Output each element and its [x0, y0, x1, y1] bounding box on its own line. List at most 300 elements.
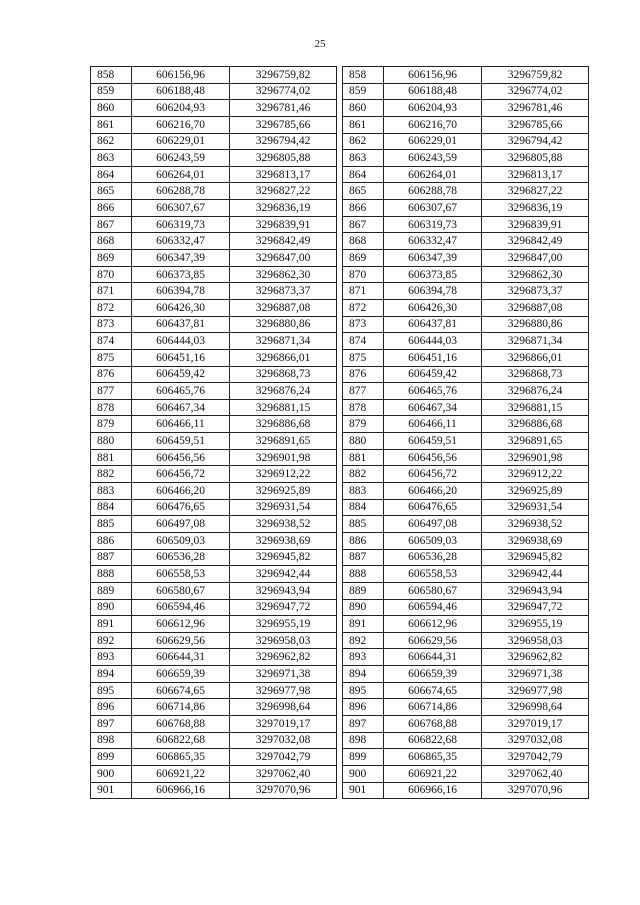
- x-coordinate-cell: 606456,72: [384, 466, 482, 483]
- y-coordinate-cell: 3296955,19: [230, 616, 337, 633]
- y-coordinate-cell: 3296836,19: [482, 200, 589, 217]
- x-coordinate-cell: 606426,30: [132, 299, 230, 316]
- table-row: [91, 666, 337, 683]
- table-row: [343, 582, 589, 599]
- point-number-cell: 858: [91, 67, 132, 84]
- point-number-cell: 873: [343, 316, 384, 333]
- x-coordinate-cell: 606497,08: [384, 516, 482, 533]
- point-number-cell: 898: [343, 732, 384, 749]
- x-coordinate-cell: 606768,88: [384, 715, 482, 732]
- point-number-cell: 867: [91, 216, 132, 233]
- table-row: [343, 632, 589, 649]
- x-coordinate-cell: 606466,20: [132, 483, 230, 500]
- point-number-cell: 891: [343, 616, 384, 633]
- x-coordinate-cell: 606307,67: [384, 200, 482, 217]
- point-number-cell: 881: [343, 449, 384, 466]
- y-coordinate-cell: 3296945,82: [230, 549, 337, 566]
- table-row: [91, 133, 337, 150]
- x-coordinate-cell: 606966,16: [132, 782, 230, 799]
- point-number-cell: 874: [343, 333, 384, 350]
- table-row: [91, 333, 337, 350]
- table-row: [91, 83, 337, 100]
- x-coordinate-cell: 606497,08: [132, 516, 230, 533]
- y-coordinate-cell: 3296880,86: [230, 316, 337, 333]
- y-coordinate-cell: 3296931,54: [482, 499, 589, 516]
- table-row: [343, 749, 589, 766]
- table-row: [91, 233, 337, 250]
- table-row: [91, 116, 337, 133]
- table-row: [343, 666, 589, 683]
- y-coordinate-cell: 3296998,64: [230, 699, 337, 716]
- x-coordinate-cell: 606629,56: [384, 632, 482, 649]
- table-row: [343, 449, 589, 466]
- point-number-cell: 895: [91, 682, 132, 699]
- table-row: [343, 200, 589, 217]
- x-coordinate-cell: 606558,53: [384, 566, 482, 583]
- x-coordinate-cell: 606594,46: [132, 599, 230, 616]
- x-coordinate-cell: 606332,47: [384, 233, 482, 250]
- point-number-cell: 874: [91, 333, 132, 350]
- table-row: [91, 100, 337, 117]
- point-number-cell: 875: [343, 349, 384, 366]
- y-coordinate-cell: 3296876,24: [230, 383, 337, 400]
- table-row: [343, 532, 589, 549]
- y-coordinate-cell: 3297032,08: [482, 732, 589, 749]
- y-coordinate-cell: 3296962,82: [230, 649, 337, 666]
- x-coordinate-cell: 606216,70: [132, 116, 230, 133]
- point-number-cell: 868: [343, 233, 384, 250]
- y-coordinate-cell: 3296886,68: [482, 416, 589, 433]
- point-number-cell: 863: [343, 150, 384, 167]
- table-row: [91, 765, 337, 782]
- x-coordinate-cell: 606188,48: [132, 83, 230, 100]
- table-row: [91, 349, 337, 366]
- y-coordinate-cell: 3296938,69: [230, 532, 337, 549]
- y-coordinate-cell: 3297062,40: [482, 765, 589, 782]
- point-number-cell: 861: [91, 116, 132, 133]
- point-number-cell: 864: [91, 166, 132, 183]
- y-coordinate-cell: 3296958,03: [230, 632, 337, 649]
- y-coordinate-cell: 3296805,88: [482, 150, 589, 167]
- x-coordinate-cell: 606536,28: [384, 549, 482, 566]
- x-coordinate-cell: 606347,39: [132, 250, 230, 267]
- point-number-cell: 879: [91, 416, 132, 433]
- point-number-cell: 886: [343, 532, 384, 549]
- x-coordinate-cell: 606674,65: [132, 682, 230, 699]
- y-coordinate-cell: 3296887,08: [230, 299, 337, 316]
- y-coordinate-cell: 3296785,66: [482, 116, 589, 133]
- point-number-cell: 901: [343, 782, 384, 799]
- point-number-cell: 897: [91, 715, 132, 732]
- table-row: [91, 250, 337, 267]
- y-coordinate-cell: 3296871,34: [230, 333, 337, 350]
- x-coordinate-cell: 606467,34: [384, 399, 482, 416]
- y-coordinate-cell: 3296876,24: [482, 383, 589, 400]
- table-row: [343, 715, 589, 732]
- x-coordinate-cell: 606156,96: [384, 67, 482, 84]
- table-row: [343, 299, 589, 316]
- x-coordinate-cell: 606444,03: [384, 333, 482, 350]
- y-coordinate-cell: 3296759,82: [482, 67, 589, 84]
- table-row: [343, 466, 589, 483]
- y-coordinate-cell: 3296862,30: [482, 266, 589, 283]
- x-coordinate-cell: 606459,42: [132, 366, 230, 383]
- point-number-cell: 901: [91, 782, 132, 799]
- point-number-cell: 885: [343, 516, 384, 533]
- x-coordinate-cell: 606451,16: [132, 349, 230, 366]
- point-number-cell: 866: [343, 200, 384, 217]
- point-number-cell: 878: [91, 399, 132, 416]
- point-number-cell: 875: [91, 349, 132, 366]
- y-coordinate-cell: 3296868,73: [482, 366, 589, 383]
- table-row: [343, 283, 589, 300]
- y-coordinate-cell: 3296998,64: [482, 699, 589, 716]
- table-row: [91, 649, 337, 666]
- point-number-cell: 880: [91, 433, 132, 450]
- point-number-cell: 894: [343, 666, 384, 683]
- y-coordinate-cell: 3296813,17: [230, 166, 337, 183]
- y-coordinate-cell: 3296836,19: [230, 200, 337, 217]
- table-row: [343, 483, 589, 500]
- table-row: [343, 516, 589, 533]
- table-row: [91, 150, 337, 167]
- y-coordinate-cell: 3296774,02: [230, 83, 337, 100]
- y-coordinate-cell: 3296881,15: [482, 399, 589, 416]
- point-number-cell: 893: [343, 649, 384, 666]
- point-number-cell: 893: [91, 649, 132, 666]
- x-coordinate-cell: 606921,22: [384, 765, 482, 782]
- point-number-cell: 890: [91, 599, 132, 616]
- point-number-cell: 881: [91, 449, 132, 466]
- y-coordinate-cell: 3296774,02: [482, 83, 589, 100]
- point-number-cell: 900: [343, 765, 384, 782]
- y-coordinate-cell: 3297070,96: [230, 782, 337, 799]
- x-coordinate-cell: 606204,93: [132, 100, 230, 117]
- x-coordinate-cell: 606456,56: [132, 449, 230, 466]
- table-row: [91, 183, 337, 200]
- x-coordinate-cell: 606229,01: [132, 133, 230, 150]
- table-row: [343, 333, 589, 350]
- point-number-cell: 872: [91, 299, 132, 316]
- x-coordinate-cell: 606822,68: [384, 732, 482, 749]
- y-coordinate-cell: 3296781,46: [230, 100, 337, 117]
- table-row: [343, 250, 589, 267]
- table-row: [91, 299, 337, 316]
- x-coordinate-cell: 606451,16: [384, 349, 482, 366]
- x-coordinate-cell: 606865,35: [132, 749, 230, 766]
- point-number-cell: 864: [343, 166, 384, 183]
- point-number-cell: 880: [343, 433, 384, 450]
- x-coordinate-cell: 606966,16: [384, 782, 482, 799]
- table-row: [343, 150, 589, 167]
- point-number-cell: 866: [91, 200, 132, 217]
- table-row: [343, 216, 589, 233]
- coordinates-table-body: [91, 67, 337, 799]
- y-coordinate-cell: 3296938,52: [482, 516, 589, 533]
- y-coordinate-cell: 3296901,98: [230, 449, 337, 466]
- y-coordinate-cell: 3296891,65: [230, 433, 337, 450]
- table-row: [343, 383, 589, 400]
- table-row: [91, 582, 337, 599]
- y-coordinate-cell: 3297062,40: [230, 765, 337, 782]
- table-row: [343, 566, 589, 583]
- x-coordinate-cell: 606204,93: [384, 100, 482, 117]
- y-coordinate-cell: 3296925,89: [482, 483, 589, 500]
- x-coordinate-cell: 606594,46: [384, 599, 482, 616]
- y-coordinate-cell: 3296868,73: [230, 366, 337, 383]
- point-number-cell: 859: [91, 83, 132, 100]
- point-number-cell: 877: [91, 383, 132, 400]
- point-number-cell: 899: [91, 749, 132, 766]
- point-number-cell: 865: [91, 183, 132, 200]
- y-coordinate-cell: 3296847,00: [482, 250, 589, 267]
- y-coordinate-cell: 3296794,42: [230, 133, 337, 150]
- table-row: [343, 732, 589, 749]
- x-coordinate-cell: 606307,67: [132, 200, 230, 217]
- table-row: [91, 316, 337, 333]
- x-coordinate-cell: 606437,81: [384, 316, 482, 333]
- table-row: [343, 116, 589, 133]
- point-number-cell: 869: [91, 250, 132, 267]
- coordinates-table-left: [90, 66, 337, 799]
- point-number-cell: 869: [343, 250, 384, 267]
- point-number-cell: 871: [343, 283, 384, 300]
- table-row: [91, 682, 337, 699]
- table-row: [91, 383, 337, 400]
- coordinates-table-right: [342, 66, 589, 799]
- point-number-cell: 861: [343, 116, 384, 133]
- x-coordinate-cell: 606659,39: [384, 666, 482, 683]
- x-coordinate-cell: 606188,48: [384, 83, 482, 100]
- y-coordinate-cell: 3296977,98: [230, 682, 337, 699]
- point-number-cell: 871: [91, 283, 132, 300]
- table-row: [343, 599, 589, 616]
- x-coordinate-cell: 606426,30: [384, 299, 482, 316]
- point-number-cell: 860: [343, 100, 384, 117]
- y-coordinate-cell: 3296943,94: [482, 582, 589, 599]
- x-coordinate-cell: 606459,51: [384, 433, 482, 450]
- y-coordinate-cell: 3296880,86: [482, 316, 589, 333]
- y-coordinate-cell: 3297042,79: [482, 749, 589, 766]
- table-row: [343, 499, 589, 516]
- y-coordinate-cell: 3296862,30: [230, 266, 337, 283]
- x-coordinate-cell: 606444,03: [132, 333, 230, 350]
- x-coordinate-cell: 606768,88: [132, 715, 230, 732]
- table-row: [343, 399, 589, 416]
- y-coordinate-cell: 3296866,01: [230, 349, 337, 366]
- point-number-cell: 889: [91, 582, 132, 599]
- x-coordinate-cell: 606437,81: [132, 316, 230, 333]
- y-coordinate-cell: 3296912,22: [482, 466, 589, 483]
- table-row: [91, 516, 337, 533]
- point-number-cell: 899: [343, 749, 384, 766]
- table-row: [343, 349, 589, 366]
- x-coordinate-cell: 606243,59: [132, 150, 230, 167]
- y-coordinate-cell: 3296887,08: [482, 299, 589, 316]
- point-number-cell: 884: [343, 499, 384, 516]
- point-number-cell: 888: [91, 566, 132, 583]
- table-row: [343, 433, 589, 450]
- y-coordinate-cell: 3296938,69: [482, 532, 589, 549]
- y-coordinate-cell: 3296943,94: [230, 582, 337, 599]
- x-coordinate-cell: 606509,03: [132, 532, 230, 549]
- table-row: [91, 449, 337, 466]
- x-coordinate-cell: 606332,47: [132, 233, 230, 250]
- y-coordinate-cell: 3296947,72: [230, 599, 337, 616]
- point-number-cell: 882: [91, 466, 132, 483]
- point-number-cell: 879: [343, 416, 384, 433]
- point-number-cell: 897: [343, 715, 384, 732]
- y-coordinate-cell: 3296912,22: [230, 466, 337, 483]
- y-coordinate-cell: 3296781,46: [482, 100, 589, 117]
- point-number-cell: 882: [343, 466, 384, 483]
- point-number-cell: 872: [343, 299, 384, 316]
- table-row: [343, 233, 589, 250]
- point-number-cell: 870: [343, 266, 384, 283]
- x-coordinate-cell: 606580,67: [132, 582, 230, 599]
- x-coordinate-cell: 606288,78: [384, 183, 482, 200]
- y-coordinate-cell: 3296891,65: [482, 433, 589, 450]
- x-coordinate-cell: 606467,34: [132, 399, 230, 416]
- coordinates-table-body: [343, 67, 589, 799]
- table-row: [91, 632, 337, 649]
- point-number-cell: 896: [343, 699, 384, 716]
- point-number-cell: 878: [343, 399, 384, 416]
- x-coordinate-cell: 606714,86: [132, 699, 230, 716]
- table-row: [343, 616, 589, 633]
- point-number-cell: 894: [91, 666, 132, 683]
- point-number-cell: 900: [91, 765, 132, 782]
- point-number-cell: 887: [91, 549, 132, 566]
- x-coordinate-cell: 606476,65: [384, 499, 482, 516]
- point-number-cell: 877: [343, 383, 384, 400]
- point-number-cell: 870: [91, 266, 132, 283]
- x-coordinate-cell: 606476,65: [132, 499, 230, 516]
- y-coordinate-cell: 3296873,37: [482, 283, 589, 300]
- table-row: [91, 549, 337, 566]
- y-coordinate-cell: 3296977,98: [482, 682, 589, 699]
- y-coordinate-cell: 3296842,49: [482, 233, 589, 250]
- y-coordinate-cell: 3296794,42: [482, 133, 589, 150]
- table-row: [91, 166, 337, 183]
- table-row: [91, 200, 337, 217]
- x-coordinate-cell: 606456,56: [384, 449, 482, 466]
- point-number-cell: 883: [343, 483, 384, 500]
- table-row: [343, 549, 589, 566]
- point-number-cell: 891: [91, 616, 132, 633]
- y-coordinate-cell: 3296842,49: [230, 233, 337, 250]
- x-coordinate-cell: 606229,01: [384, 133, 482, 150]
- x-coordinate-cell: 606216,70: [384, 116, 482, 133]
- table-row: [91, 67, 337, 84]
- point-number-cell: 888: [343, 566, 384, 583]
- table-row: [91, 715, 337, 732]
- point-number-cell: 886: [91, 532, 132, 549]
- y-coordinate-cell: 3296871,34: [482, 333, 589, 350]
- table-row: [91, 499, 337, 516]
- x-coordinate-cell: 606459,51: [132, 433, 230, 450]
- table-row: [343, 67, 589, 84]
- table-row: [91, 283, 337, 300]
- y-coordinate-cell: 3296866,01: [482, 349, 589, 366]
- y-coordinate-cell: 3296785,66: [230, 116, 337, 133]
- x-coordinate-cell: 606456,72: [132, 466, 230, 483]
- table-row: [343, 166, 589, 183]
- y-coordinate-cell: 3296945,82: [482, 549, 589, 566]
- x-coordinate-cell: 606319,73: [132, 216, 230, 233]
- x-coordinate-cell: 606466,11: [384, 416, 482, 433]
- y-coordinate-cell: 3296827,22: [482, 183, 589, 200]
- x-coordinate-cell: 606264,01: [132, 166, 230, 183]
- point-number-cell: 868: [91, 233, 132, 250]
- table-row: [91, 416, 337, 433]
- x-coordinate-cell: 606288,78: [132, 183, 230, 200]
- point-number-cell: 884: [91, 499, 132, 516]
- page-number: 25: [314, 38, 326, 50]
- x-coordinate-cell: 606558,53: [132, 566, 230, 583]
- table-row: [343, 782, 589, 799]
- y-coordinate-cell: 3296942,44: [482, 566, 589, 583]
- x-coordinate-cell: 606465,76: [132, 383, 230, 400]
- x-coordinate-cell: 606373,85: [132, 266, 230, 283]
- table-row: [91, 616, 337, 633]
- y-coordinate-cell: 3296886,68: [230, 416, 337, 433]
- point-number-cell: 876: [91, 366, 132, 383]
- y-coordinate-cell: 3297042,79: [230, 749, 337, 766]
- x-coordinate-cell: 606509,03: [384, 532, 482, 549]
- table-row: [91, 216, 337, 233]
- y-coordinate-cell: 3296901,98: [482, 449, 589, 466]
- point-number-cell: 867: [343, 216, 384, 233]
- table-row: [343, 649, 589, 666]
- point-number-cell: 858: [343, 67, 384, 84]
- point-number-cell: 862: [91, 133, 132, 150]
- y-coordinate-cell: 3296839,91: [482, 216, 589, 233]
- x-coordinate-cell: 606466,11: [132, 416, 230, 433]
- x-coordinate-cell: 606644,31: [132, 649, 230, 666]
- y-coordinate-cell: 3297019,17: [482, 715, 589, 732]
- table-row: [343, 133, 589, 150]
- point-number-cell: 865: [343, 183, 384, 200]
- point-number-cell: 876: [343, 366, 384, 383]
- y-coordinate-cell: 3297070,96: [482, 782, 589, 799]
- table-row: [343, 83, 589, 100]
- y-coordinate-cell: 3296925,89: [230, 483, 337, 500]
- table-row: [91, 732, 337, 749]
- table-row: [91, 266, 337, 283]
- x-coordinate-cell: 606659,39: [132, 666, 230, 683]
- table-row: [343, 416, 589, 433]
- x-coordinate-cell: 606466,20: [384, 483, 482, 500]
- point-number-cell: 885: [91, 516, 132, 533]
- y-coordinate-cell: 3296955,19: [482, 616, 589, 633]
- point-number-cell: 883: [91, 483, 132, 500]
- x-coordinate-cell: 606865,35: [384, 749, 482, 766]
- x-coordinate-cell: 606612,96: [384, 616, 482, 633]
- point-number-cell: 892: [91, 632, 132, 649]
- table-row: [343, 765, 589, 782]
- table-row: [91, 782, 337, 799]
- x-coordinate-cell: 606394,78: [132, 283, 230, 300]
- point-number-cell: 863: [91, 150, 132, 167]
- table-row: [343, 316, 589, 333]
- x-coordinate-cell: 606465,76: [384, 383, 482, 400]
- y-coordinate-cell: 3296962,82: [482, 649, 589, 666]
- table-row: [91, 532, 337, 549]
- x-coordinate-cell: 606629,56: [132, 632, 230, 649]
- point-number-cell: 860: [91, 100, 132, 117]
- y-coordinate-cell: 3296847,00: [230, 250, 337, 267]
